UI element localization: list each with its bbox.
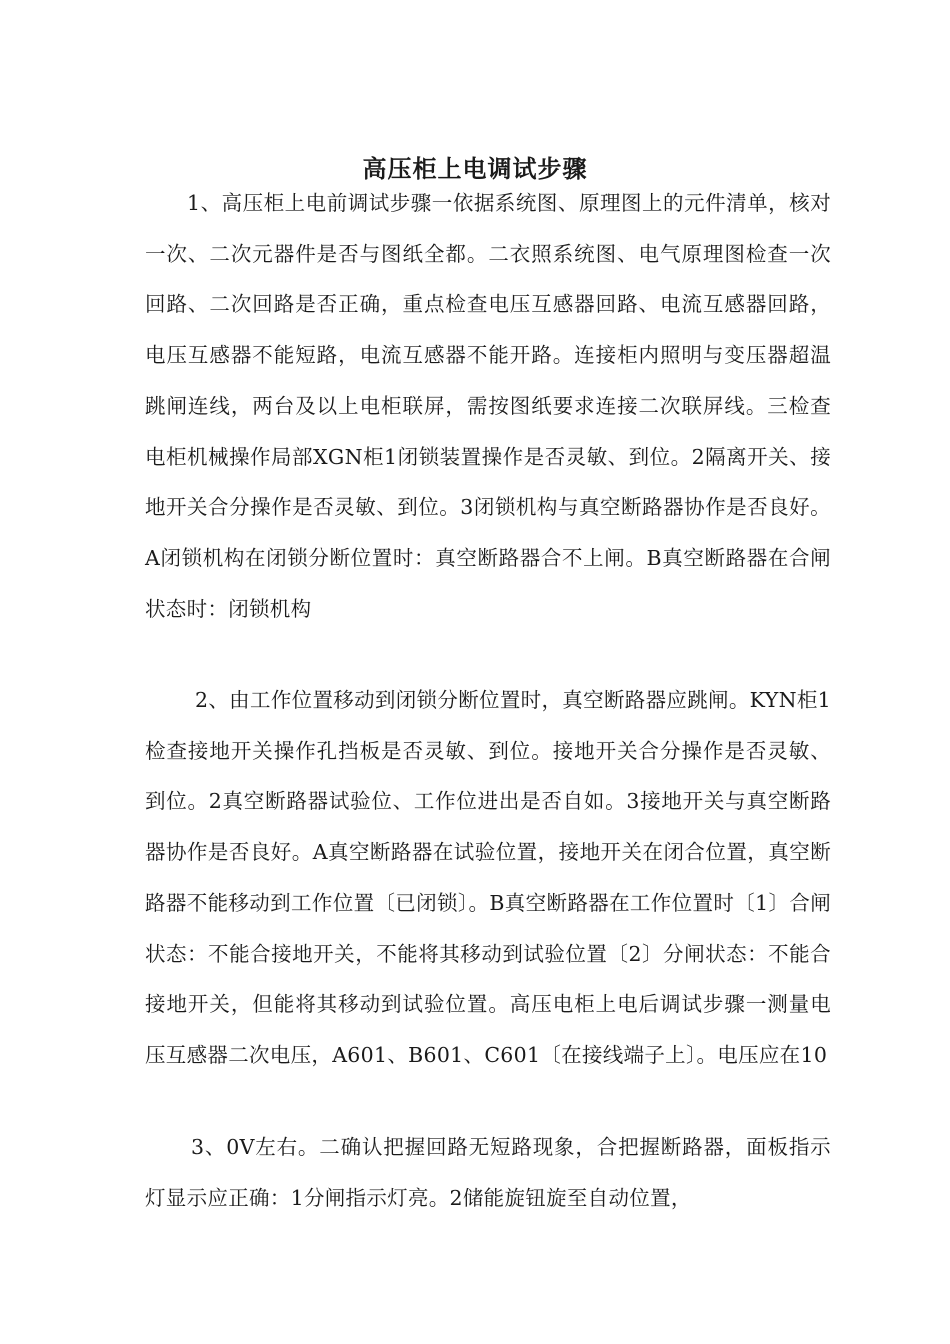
document-title: 高压柜上电调试步骤	[362, 154, 588, 184]
paragraph-2: 2、由工作位置移动到闭锁分断位置时，真空断路器应跳闸。KYN柜1检查接地开关操作孔挡板是否灵敏、到位。接地开关合分操作是否灵敏、到位。2真空断路器试验位、工作位进出是否自如。3接地开关与真空断路器协作是否良好。A真空断路器在试验位置，接地开关在闭合位置，真空断路器不能移动到工作位置〔已闭锁〕。B真空断路器在工作位置时〔1〕合闸状态：不能合接地开关，不能将其移动到试验位置〔2〕分闸状态：不能合接地开关，但能将其移动到试验位置。高压电柜上电后调试步骤一测量电压互感器二次电压，A601、B601、C601〔在接线端子上〕。电压应在10	[145, 688, 831, 1067]
paragraph-1: 1、高压柜上电前调试步骤一依据系统图、原理图上的元件清单，核对一次、二次元器件是否与图纸全都。二衣照系统图、电气原理图检查一次回路、二次回路是否正确，重点检查电压互感器回路、电流互感器回路，电压互感器不能短路，电流互感器不能开路。连接柜内照明与变压器超温跳闸连线，两台及以上电柜联屏，需按图纸要求连接二次联屏线。三检查电柜机械操作局部XGN柜1闭锁装置操作是否灵敏、到位。2隔离开关、接地开关合分操作是否灵敏、到位。3闭锁机构与真空断路器协作是否良好。A闭锁机构在闭锁分断位置时：真空断路器合不上闸。B真空断路器在合闸状态时：闭锁机构	[145, 191, 831, 621]
paragraph-3: 3、0V左右。二确认把握回路无短路现象，合把握断路器，面板指示灯显示应正确：1分闸指示灯亮。2储能旋钮旋至自动位置，	[145, 1135, 831, 1210]
